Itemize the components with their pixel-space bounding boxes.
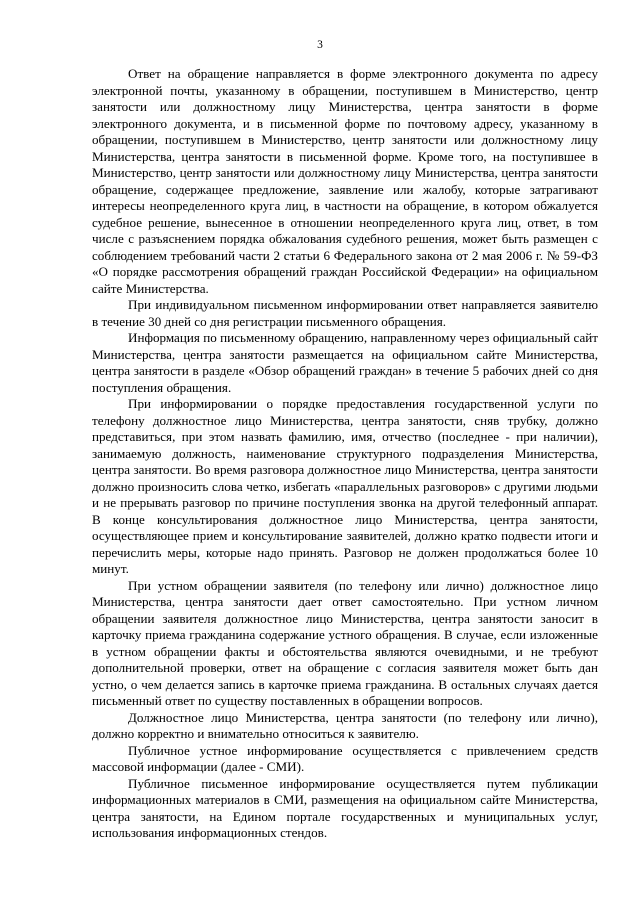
paragraph-public-written: Публичное письменное информирование осуществляется путем публикации информационных материалов в СМИ, размещения на официальном сайте Министерства, центра занятости, на Едином портале государственных и муниципальных услуг, использования информационных стендов.	[92, 775, 598, 840]
page-number: 3	[317, 39, 323, 51]
document-body	[92, 66, 598, 842]
paragraph-website-appeal: Информация по письменному обращению, направленному через официальный сайт Министерства, центра занятости размещается на официальном сайте Министерства, центра занятости в разделе «Обзор обращений граждан» в течение 5 рабочих дней со дня поступления обращения.	[92, 330, 598, 395]
paragraph-oral-appeal: При устном обращении заявителя (по телефону или лично) должностное лицо Министерства, центра занятости дает ответ самостоятельно. При устном личном обращении заявителя должностное лицо Министерства, центра занятости заносит в карточку приема гражданина содержание устного обращения. В случае, если изложенные в устном обращении факты и обстоятельства являются очевидными, и не требуют дополнительной проверки, ответ на обращение с согласия заявителя может быть дан устно, о чем делается запись в карточке приема гражданина. В остальных случаях дается письменный ответ по существу поставленных в обращении вопросов.	[92, 577, 598, 708]
paragraph-public-oral: Публичное устное информирование осуществляется с привлечением средств массовой информации (далее - СМИ).	[92, 742, 598, 774]
paragraph-official-conduct: Должностное лицо Министерства, центра занятости (по телефону или лично), должно корректно и внимательно относиться к заявителю.	[92, 709, 598, 741]
paragraph-phone-informing: При информировании о порядке предоставления государственной услуги по телефону должностное лицо Министерства, центра занятости, сняв трубку, должно представиться, при этом назвать фамилию, имя, отчество (последнее - при наличии), занимаемую должность, наименование структурного подразделения Министерства, центра занятости. Во время разговора должностное лицо Министерства, центра занятости должно произносить слова четко, избегать «параллельных разговоров» с другими людьми и не прерывать разговор по причине поступления звонка на другой телефонный аппарат. В конце консультирования должностное лицо Министерства, центра занятости, осуществляющее прием и консультирование заявителей, должно кратко подвести итоги и перечислить меры, которые надо принять. Разговор не должен продолжаться более 10 минут.	[92, 396, 598, 576]
paragraph-individual-written: При индивидуальном письменном информировании ответ направляется заявителю в течение 30 дней со дня регистрации письменного обращения.	[92, 297, 598, 329]
paragraph-response-form: Ответ на обращение направляется в форме электронного документа по адресу электронной почты, указанному в обращении, поступившем в Министерство, центр занятости или должностному лицу Министерства, центра занятости в форме электронного документа, и в письменной форме по почтовому адресу, указанному в обращении, поступившем в Министерство, центр занятости или должностному лицу Министерства, центра занятости в письменной форме. Кроме того, на поступившее в Министерство, центр занятости или должностному лицу Министерства, центра занятости обращение, содержащее предложение, заявление или жалобу, которые затрагивают интересы неопределенного круга лиц, в частности на обращение, в котором обжалуется судебное решение, вынесенное в отношении неопределенного круга лиц, ответ, в том числе с разъяснением порядка обжалования судебного решения, может быть размещен с соблюдением требований части 2 статьи 6 Федерального закона от 2 мая 2006 г. № 59-ФЗ «О порядке рассмотрения обращений граждан Российской Федерации» на официальном сайте Министерства.	[92, 66, 598, 296]
